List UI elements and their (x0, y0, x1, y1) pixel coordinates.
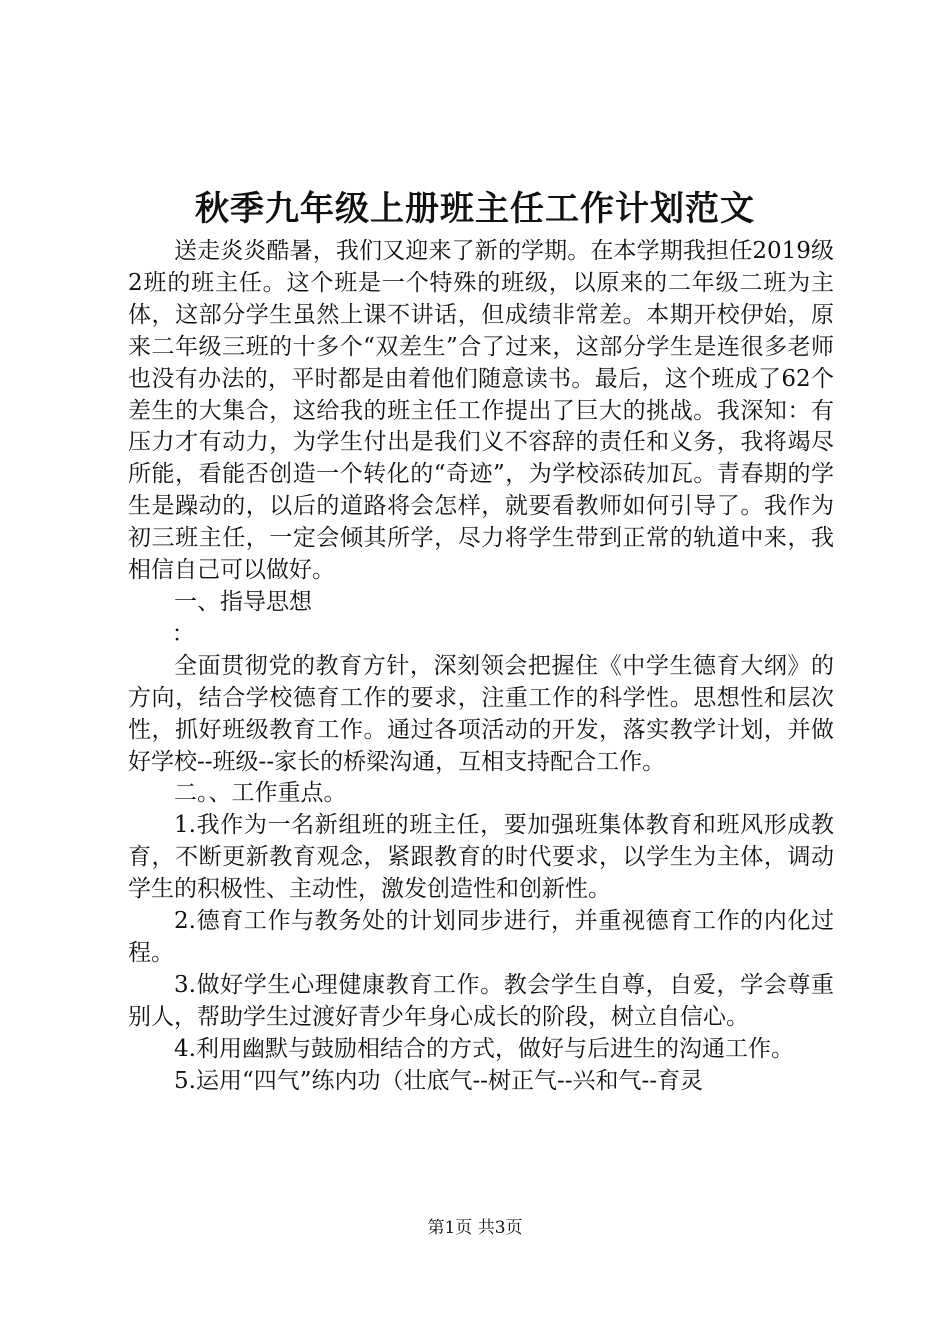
document-title: 秋季九年级上册班主任工作计划范文 (195, 189, 755, 229)
list-item-5: 5.运用“四气”练内功（壮底气--树正气--兴和气--育灵 (174, 1067, 704, 1094)
heading-work-focus: 二。、工作重点。 (174, 780, 347, 807)
heading-guiding-ideology: 一、指导思想 (174, 588, 312, 615)
stray-colon: ： (171, 620, 195, 647)
list-item-3: 3.做好学生心理健康教育工作。教会学生自尊，自爱，学会尊重别人，帮助学生过渡好青少年身心成长的阶段，树立自信心。 (128, 971, 834, 1030)
list-item-2: 2.德育工作与教务处的计划同步进行，并重视德育工作的内化过程。 (128, 908, 834, 966)
paragraph-intro: 送走炎炎酷暑，我们又迎来了新的学期。在本学期我担任2019级2班的班主任。这个班是一个特殊的班级，以原来的二年级二班为主体，这部分学生虽然上课不讲话，但成绩非常差。本期开校伊始，原来二年级三班的十多个“双差生”合了过来，这部分学生是连很多老师也没有办法的，平时都是由着他们随意读书。最后，这个班成了62个差生的大集合，这给我的班主任工作提出了巨大的挑战。我深知：有压力才有动力，为学生付出是我们义不容辞的责任和义务，我将竭尽所能，看能否创造一个转化的“奇迹”，为学校添砖加瓦。青春期的学生是躁动的，以后的道路将会怎样，就要看教师如何引导了。我作为初三班主任，一定会倾其所学，尽力将学生带到正常的轨道中来，我相信自己可以做好。 (128, 238, 834, 584)
list-item-4: 4.利用幽默与鼓励相结合的方式，做好与后进生的沟通工作。 (174, 1035, 794, 1062)
list-item-1: 1.我作为一名新组班的班主任，要加强班集体教育和班风形成教育，不断更新教育观念，紧跟教育的时代要求，以学生为主体，调动学生的积极性、主动性，激发创造性和创新性。 (128, 812, 834, 903)
page-footer: 第1页 共3页 (427, 1218, 523, 1238)
paragraph-guiding-ideology: 全面贯彻党的教育方针，深刻领会把握住《中学生德育大纲》的方向，结合学校德育工作的要求，注重工作的科学性。思想性和层次性，抓好班级教育工作。通过各项活动的开发，落实教学计划，并做好学校--班级--家长的桥梁沟通，互相支持配合工作。 (128, 652, 834, 775)
document-body (128, 236, 834, 1097)
